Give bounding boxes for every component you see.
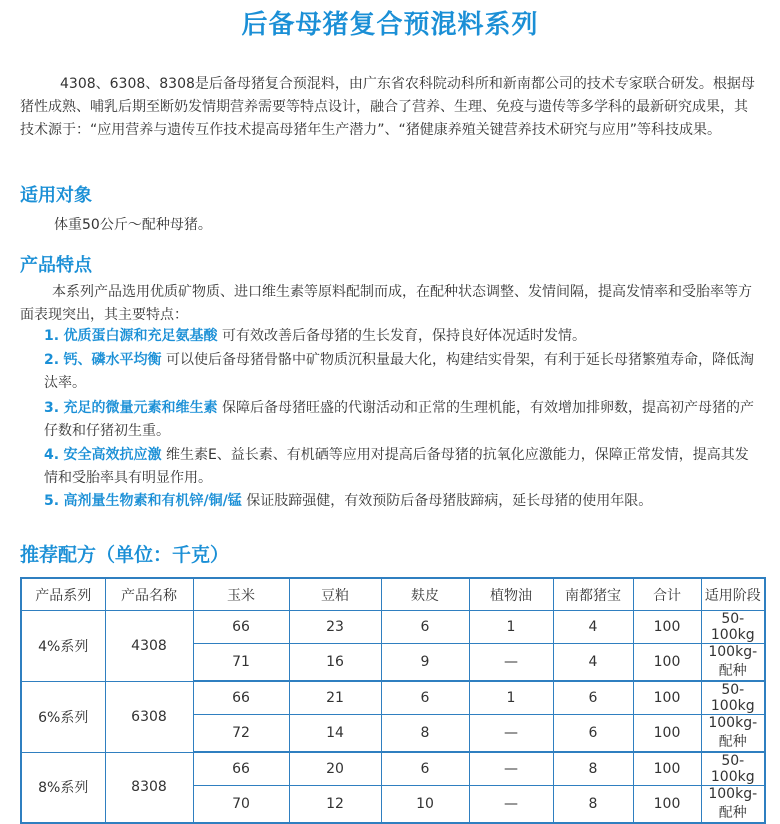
section-heading-formula: 推荐配方（单位：千克） <box>20 544 230 566</box>
feature-item <box>44 490 760 513</box>
feature-number: 4. <box>44 447 60 463</box>
column-header: 产品系列 <box>21 578 105 611</box>
feature-number: 2. <box>44 352 60 368</box>
column-header: 产品名称 <box>105 578 193 611</box>
feature-number: 3. <box>44 400 60 416</box>
features-intro: 本系列产品选用优质矿物质、进口维生素等原料配制而成，在配种状态调整、发情间隔，提高发情率和受胎率等方面表现突出，其主要特点： <box>20 284 752 323</box>
table-cell: 71 <box>193 644 289 682</box>
table-cell: 100 <box>633 681 701 715</box>
column-header: 南都猪宝 <box>553 578 633 611</box>
product-cell: 8308 <box>105 752 193 823</box>
table-cell: 1 <box>469 611 553 644</box>
section-heading-target: 适用对象 <box>20 185 92 206</box>
page-title: 后备母猪复合预混料系列 <box>241 10 539 40</box>
feature-item <box>44 397 760 443</box>
feature-text: 保障后备母猪旺盛的代谢活动和正常的生理机能，有效增加排卵数，提高初产母猪的产仔数和仔猪初生重。 <box>44 400 754 439</box>
table-cell: 4 <box>553 644 633 682</box>
table-cell: 8 <box>381 715 469 753</box>
table-cell: 100kg-配种 <box>701 786 765 824</box>
formula-table <box>20 577 766 824</box>
table-row <box>21 752 765 786</box>
product-cell: 6308 <box>105 681 193 752</box>
table-cell: 100 <box>633 644 701 682</box>
feature-number: 5. <box>44 493 60 509</box>
table-cell: 16 <box>289 644 381 682</box>
column-header: 玉米 <box>193 578 289 611</box>
feature-item <box>44 444 760 490</box>
feature-text: 可有效改善后备母猪的生长发育，保持良好体况适时发情。 <box>217 328 586 344</box>
table-cell: 6 <box>381 611 469 644</box>
table-cell: 6 <box>381 681 469 715</box>
table-cell: 100 <box>633 752 701 786</box>
table-cell: 50-100kg <box>701 752 765 786</box>
table-cell: 66 <box>193 752 289 786</box>
table-cell: 100 <box>633 786 701 824</box>
table-cell: 6 <box>381 752 469 786</box>
feature-title: 充足的微量元素和维生素 <box>63 400 218 416</box>
feature-title: 安全高效抗应激 <box>63 447 162 463</box>
series-cell: 6%系列 <box>21 681 105 752</box>
table-cell: 50-100kg <box>701 681 765 715</box>
section-heading-features: 产品特点 <box>20 255 92 276</box>
table-cell: 10 <box>381 786 469 824</box>
table-cell: 14 <box>289 715 381 753</box>
feature-title: 钙、磷水平均衡 <box>63 352 162 368</box>
series-cell: 4%系列 <box>21 611 105 682</box>
feature-number: 1. <box>44 328 60 344</box>
table-cell: — <box>469 752 553 786</box>
target-text: 体重50公斤～配种母猪。 <box>54 217 212 233</box>
table-row <box>21 681 765 715</box>
table-cell: 100 <box>633 611 701 644</box>
table-cell: 9 <box>381 644 469 682</box>
table-cell: 50-100kg <box>701 611 765 644</box>
table-cell: — <box>469 786 553 824</box>
feature-text: 保证肢蹄强健，有效预防后备母猪肢蹄病，延长母猪的使用年限。 <box>241 493 653 509</box>
column-header: 麸皮 <box>381 578 469 611</box>
column-header: 适用阶段 <box>701 578 765 611</box>
table-cell: 1 <box>469 681 553 715</box>
table-cell: 12 <box>289 786 381 824</box>
feature-item <box>44 325 760 348</box>
table-cell: — <box>469 644 553 682</box>
table-header-row <box>21 578 765 611</box>
table-cell: 70 <box>193 786 289 824</box>
feature-text: 可以使后备母猪骨骼中矿物质沉积量最大化，构建结实骨架，有利于延长母猪繁殖寿命，降低淘汰率。 <box>44 352 754 391</box>
column-header: 合计 <box>633 578 701 611</box>
table-cell: 66 <box>193 681 289 715</box>
intro-paragraph: 4308、6308、8308是后备母猪复合预混料，由广东省农科院动科所和新南都公司的技术专家联合研发。根据母猪性成熟、哺乳后期至断奶发情期营养需要等特点设计，融合了营养、生理、免疫与遗传等多学科的最新研究成果，其技术源于：“应用营养与遗传互作技术提高母猪年生产潜力”、“猪健康养殖关键营养技术研究与应用”等科技成果。 <box>20 76 755 138</box>
product-cell: 4308 <box>105 611 193 682</box>
series-cell: 8%系列 <box>21 752 105 823</box>
table-cell: 6 <box>553 715 633 753</box>
table-cell: 20 <box>289 752 381 786</box>
column-header: 豆粕 <box>289 578 381 611</box>
table-cell: 8 <box>553 786 633 824</box>
table-cell: 4 <box>553 611 633 644</box>
table-cell: 6 <box>553 681 633 715</box>
feature-item <box>44 349 760 395</box>
table-cell: — <box>469 715 553 753</box>
table-cell: 100kg-配种 <box>701 644 765 682</box>
table-row <box>21 611 765 644</box>
column-header: 植物油 <box>469 578 553 611</box>
table-cell: 23 <box>289 611 381 644</box>
feature-title: 优质蛋白源和充足氨基酸 <box>63 328 218 344</box>
table-cell: 100 <box>633 715 701 753</box>
feature-title: 高剂量生物素和有机锌/铜/锰 <box>63 493 242 509</box>
table-cell: 66 <box>193 611 289 644</box>
table-cell: 21 <box>289 681 381 715</box>
table-cell: 100kg-配种 <box>701 715 765 753</box>
table-cell: 72 <box>193 715 289 753</box>
table-cell: 8 <box>553 752 633 786</box>
feature-text: 维生素E、益长素、有机硒等应用对提高后备母猪的抗氧化应激能力，保障正常发情，提高其发情和受胎率具有明显作用。 <box>44 447 749 486</box>
